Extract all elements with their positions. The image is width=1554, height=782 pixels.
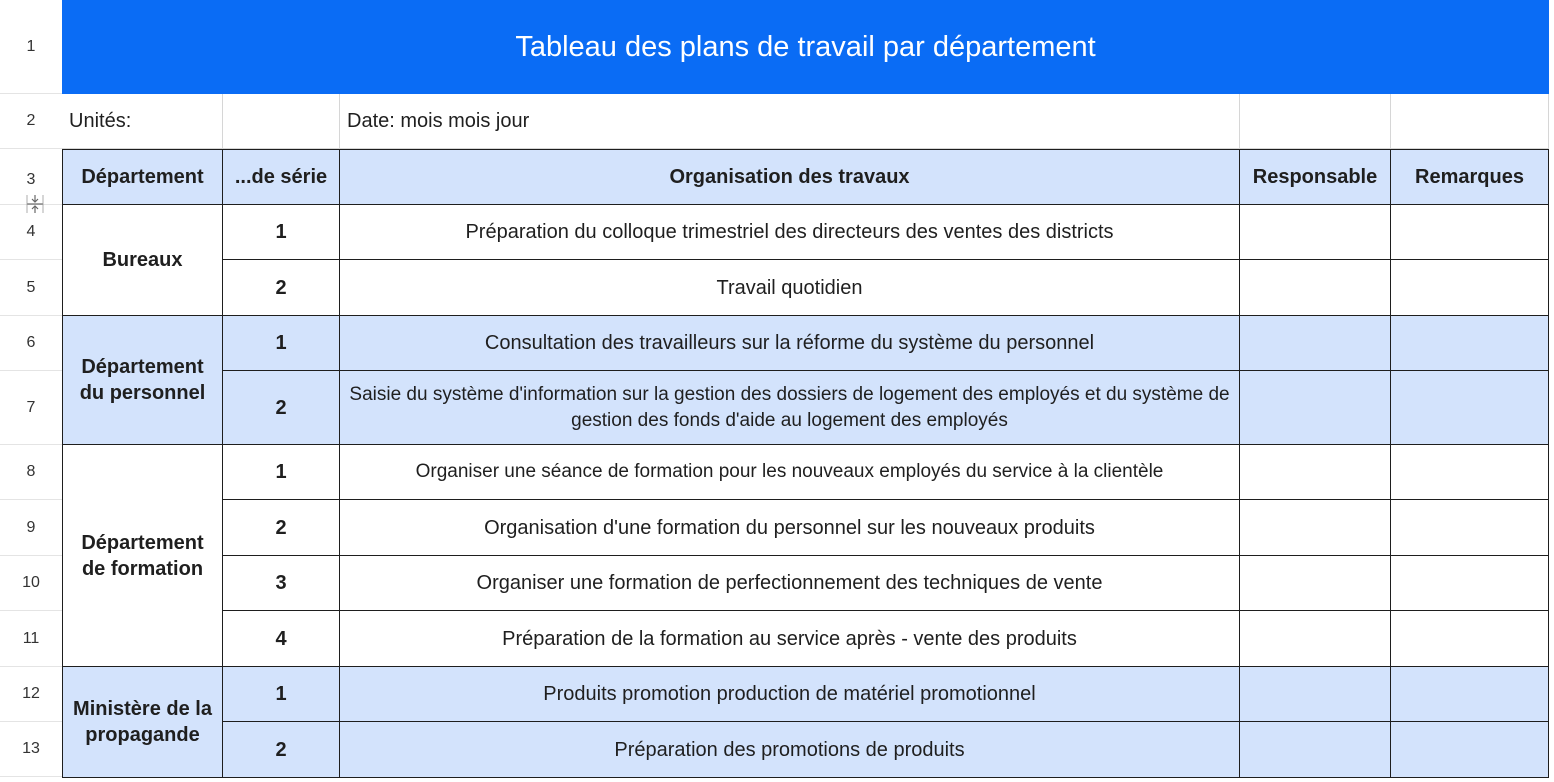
task-cell[interactable]: Préparation des promotions de produits — [340, 722, 1240, 778]
serial-cell[interactable]: 4 — [223, 611, 340, 667]
row-header-2[interactable]: 2 — [0, 94, 62, 149]
task-cell[interactable]: Organisation d'une formation du personnel sur les nouveaux produits — [340, 500, 1240, 556]
remarks-cell[interactable] — [1391, 205, 1549, 260]
row-header-3[interactable]: 3 — [0, 149, 62, 205]
responsible-cell[interactable] — [1240, 371, 1391, 445]
row-resize-icon[interactable] — [24, 193, 46, 215]
task-cell[interactable]: Organiser une formation de perfectionnement des techniques de vente — [340, 556, 1240, 611]
responsible-cell[interactable] — [1240, 445, 1391, 500]
serial-cell[interactable]: 2 — [223, 371, 340, 445]
task-cell[interactable]: Consultation des travailleurs sur la réforme du système du personnel — [340, 316, 1240, 371]
responsible-cell[interactable] — [1240, 667, 1391, 722]
serial-cell[interactable]: 1 — [223, 205, 340, 260]
responsible-cell[interactable] — [1240, 260, 1391, 316]
remarks-cell[interactable] — [1391, 260, 1549, 316]
serial-cell[interactable]: 3 — [223, 556, 340, 611]
remarks-cell[interactable] — [1391, 500, 1549, 556]
empty-cell-b2[interactable] — [223, 94, 340, 149]
date-cell[interactable]: Date: mois mois jour — [340, 94, 1240, 149]
responsible-cell[interactable] — [1240, 500, 1391, 556]
task-cell[interactable]: Préparation du colloque trimestriel des directeurs des ventes des districts — [340, 205, 1240, 260]
row-header-10[interactable]: 10 — [0, 556, 62, 611]
serial-cell[interactable]: 2 — [223, 260, 340, 316]
row-header-7[interactable]: 7 — [0, 371, 62, 445]
serial-cell[interactable]: 2 — [223, 722, 340, 778]
responsible-cell[interactable] — [1240, 722, 1391, 778]
header-serial[interactable]: ...de série — [223, 149, 340, 205]
header-remarks[interactable]: Remarques — [1391, 149, 1549, 205]
department-cell[interactable]: Ministère de la propagande — [62, 667, 223, 778]
remarks-cell[interactable] — [1391, 371, 1549, 445]
row-header-11[interactable]: 11 — [0, 611, 62, 667]
task-cell[interactable]: Organiser une séance de formation pour les nouveaux employés du service à la clientèle — [340, 445, 1240, 500]
row-header-1[interactable]: 1 — [0, 0, 62, 94]
row-header-13[interactable]: 13 — [0, 722, 62, 777]
serial-cell[interactable]: 1 — [223, 316, 340, 371]
row-header-6[interactable]: 6 — [0, 316, 62, 371]
row-header-5[interactable]: 5 — [0, 260, 62, 316]
remarks-cell[interactable] — [1391, 556, 1549, 611]
department-cell[interactable]: Département de formation — [62, 445, 223, 667]
responsible-cell[interactable] — [1240, 205, 1391, 260]
remarks-cell[interactable] — [1391, 667, 1549, 722]
header-organization[interactable]: Organisation des travaux — [340, 149, 1240, 205]
row-header-4[interactable]: 4 — [0, 205, 62, 260]
responsible-cell[interactable] — [1240, 316, 1391, 371]
remarks-cell[interactable] — [1391, 445, 1549, 500]
responsible-cell[interactable] — [1240, 611, 1391, 667]
header-responsible[interactable]: Responsable — [1240, 149, 1391, 205]
task-cell[interactable]: Préparation de la formation au service après - vente des produits — [340, 611, 1240, 667]
department-cell[interactable]: Département du personnel — [62, 316, 223, 445]
row-header-12[interactable]: 12 — [0, 667, 62, 722]
remarks-cell[interactable] — [1391, 722, 1549, 778]
row-header-9[interactable]: 9 — [0, 500, 62, 556]
serial-cell[interactable]: 1 — [223, 667, 340, 722]
units-cell[interactable]: Unités: — [62, 94, 223, 149]
sheet-title[interactable]: Tableau des plans de travail par département — [62, 0, 1549, 94]
serial-cell[interactable]: 2 — [223, 500, 340, 556]
department-cell[interactable]: Bureaux — [62, 205, 223, 316]
serial-cell[interactable]: 1 — [223, 445, 340, 500]
responsible-cell[interactable] — [1240, 556, 1391, 611]
task-cell[interactable]: Saisie du système d'information sur la gestion des dossiers de logement des employés et du système de gestion des fonds d'aide au logement des employés — [340, 371, 1240, 445]
row-header-8[interactable]: 8 — [0, 445, 62, 500]
remarks-cell[interactable] — [1391, 611, 1549, 667]
task-cell[interactable]: Travail quotidien — [340, 260, 1240, 316]
empty-cell-d2[interactable] — [1240, 94, 1391, 149]
remarks-cell[interactable] — [1391, 316, 1549, 371]
empty-cell-e2[interactable] — [1391, 94, 1549, 149]
header-department[interactable]: Département — [62, 149, 223, 205]
task-cell[interactable]: Produits promotion production de matériel promotionnel — [340, 667, 1240, 722]
